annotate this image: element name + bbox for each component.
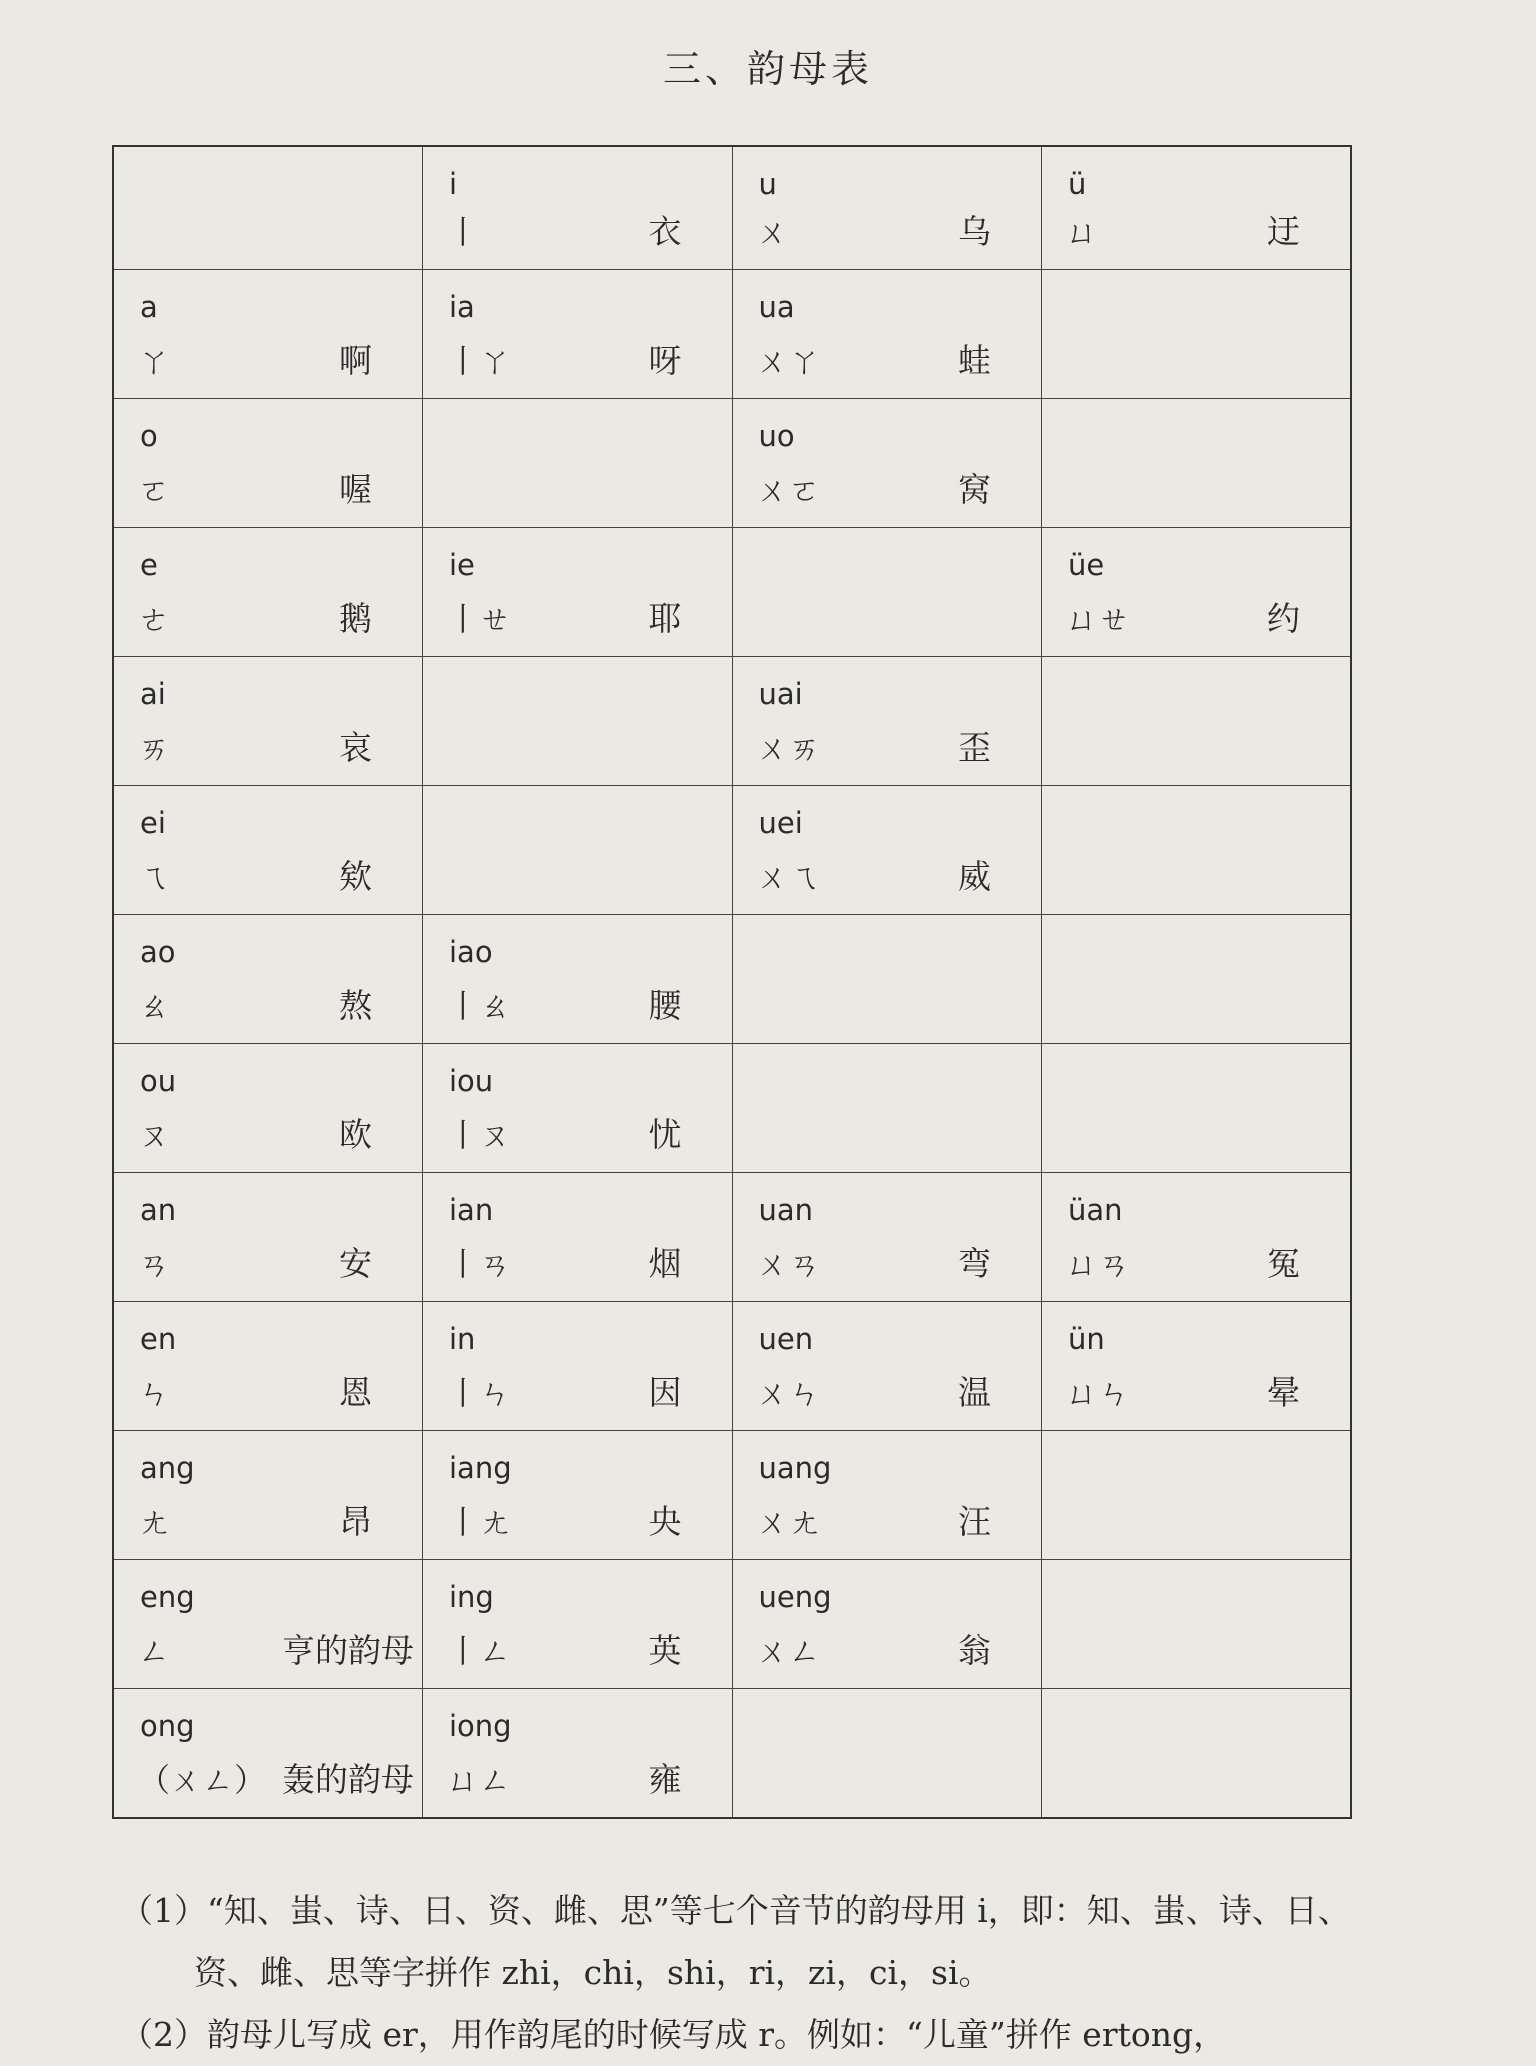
zhuyin-symbol: 丨ㄚ <box>447 342 512 380</box>
zhuyin-symbol: ㄨㄢ <box>756 1245 821 1283</box>
example-character: 央 <box>648 1502 682 1541</box>
pinyin-final: e <box>140 548 158 582</box>
pinyin-final: ao <box>140 935 176 969</box>
table-cell <box>1042 1044 1352 1173</box>
pinyin-final: uan <box>758 1193 814 1227</box>
example-character: 亨的韵母 <box>282 1631 414 1670</box>
pinyin-final: u <box>758 167 777 201</box>
table-cell <box>1042 528 1352 657</box>
table-cell <box>1042 657 1352 786</box>
finals-table <box>112 145 1352 1819</box>
footnote-1-continued: 资、雌、思等字拼作 zhi，chi，shi，ri，zi，ci，si。 <box>194 1953 992 1992</box>
example-character: 温 <box>958 1373 991 1412</box>
zhuyin-symbol: ㄩㄝ <box>1066 600 1131 638</box>
example-character: 烟 <box>648 1244 682 1283</box>
pinyin-final: üan <box>1068 1193 1123 1227</box>
table-row <box>113 786 1351 915</box>
zhuyin-symbol: ㄨㄞ <box>756 729 821 767</box>
table-cell <box>732 1560 1042 1689</box>
table-cell <box>423 657 733 786</box>
table-cell <box>1042 1560 1352 1689</box>
example-character: 哀 <box>339 728 372 767</box>
zhuyin-symbol: ㄤ <box>138 1503 171 1541</box>
zhuyin-symbol: ㄟ <box>138 858 171 896</box>
table-cell <box>1042 786 1352 915</box>
table-cell <box>1042 1173 1352 1302</box>
zhuyin-symbol: ㄠ <box>138 987 171 1025</box>
pinyin-final: an <box>140 1193 177 1227</box>
table-cell <box>113 1431 423 1560</box>
zhuyin-symbol: ㄡ <box>138 1116 171 1154</box>
pinyin-final: in <box>449 1322 476 1356</box>
pinyin-final: eng <box>140 1580 195 1614</box>
zhuyin-symbol: ㄨㄟ <box>756 858 821 896</box>
table-cell <box>423 786 733 915</box>
pinyin-final: ou <box>140 1064 177 1098</box>
table-cell <box>732 1431 1042 1560</box>
pinyin-final: iang <box>449 1451 512 1485</box>
table-row <box>113 1173 1351 1302</box>
table-cell <box>1042 399 1352 528</box>
pinyin-final: uei <box>758 806 803 840</box>
table-row <box>113 657 1351 786</box>
footnote-2: （2）韵母儿写成 er，用作韵尾的时候写成 r。例如：“儿童”拼作 ertong， <box>120 2015 1227 2054</box>
pinyin-final: uai <box>758 677 803 711</box>
table-cell <box>423 1560 733 1689</box>
zhuyin-symbol: 丨ㄡ <box>447 1116 512 1154</box>
example-character: 弯 <box>958 1244 991 1283</box>
page-title: 三、韵母表 <box>662 47 873 91</box>
table-row <box>113 1044 1351 1173</box>
zhuyin-symbol: ㄣ <box>138 1374 171 1412</box>
pinyin-final: ong <box>140 1709 195 1743</box>
table-row <box>113 1302 1351 1431</box>
table-cell <box>1042 1302 1352 1431</box>
zhuyin-symbol: ㄩㄥ <box>447 1761 512 1799</box>
table-cell <box>1042 270 1352 399</box>
pinyin-final: uang <box>758 1451 832 1485</box>
table-cell <box>423 1689 733 1819</box>
table-cell <box>732 1689 1042 1819</box>
table-cell <box>732 915 1042 1044</box>
table-cell <box>113 1302 423 1431</box>
zhuyin-symbol: ㄢ <box>138 1245 171 1283</box>
table-cell <box>423 270 733 399</box>
table-row <box>113 1560 1351 1689</box>
table-cell <box>1042 146 1352 270</box>
example-character: 腰 <box>648 986 682 1025</box>
example-character: 耶 <box>648 599 682 638</box>
example-character: 昂 <box>339 1502 372 1541</box>
example-character: 欧 <box>339 1115 372 1154</box>
zhuyin-symbol: ㄨㄥ <box>756 1632 821 1670</box>
table-cell <box>423 1431 733 1560</box>
zhuyin-symbol: ㄨㄣ <box>756 1374 821 1412</box>
table-row <box>113 1689 1351 1819</box>
table-cell <box>732 1173 1042 1302</box>
zhuyin-symbol: ㄨㄤ <box>756 1503 821 1541</box>
example-character: 轰的韵母 <box>282 1760 414 1799</box>
zhuyin-symbol: ㄜ <box>138 600 171 638</box>
table-cell <box>113 270 423 399</box>
example-character: 鹅 <box>339 599 372 638</box>
table-cell <box>113 1560 423 1689</box>
table-cell <box>423 915 733 1044</box>
example-character: 翁 <box>958 1631 991 1670</box>
pinyin-final: ua <box>758 290 795 324</box>
table-cell <box>1042 1431 1352 1560</box>
zhuyin-symbol: ㄨㄚ <box>756 342 821 380</box>
table-cell <box>113 1689 423 1819</box>
table-cell <box>423 146 733 270</box>
example-character: 恩 <box>339 1373 372 1412</box>
zhuyin-symbol: 丨ㄥ <box>447 1632 512 1670</box>
example-character: 啊 <box>339 341 372 380</box>
table-cell <box>113 528 423 657</box>
table-row <box>113 399 1351 528</box>
zhuyin-symbol: 丨 <box>447 213 480 251</box>
pinyin-final: ün <box>1068 1322 1105 1356</box>
table-cell <box>113 786 423 915</box>
table-cell <box>113 399 423 528</box>
example-character: 威 <box>958 857 991 896</box>
table-cell <box>423 1302 733 1431</box>
example-character: 呀 <box>648 341 682 380</box>
pinyin-final: ueng <box>758 1580 832 1614</box>
example-character: 衣 <box>648 212 682 251</box>
zhuyin-symbol: 丨ㄠ <box>447 987 512 1025</box>
zhuyin-symbol: ㄩㄢ <box>1066 1245 1131 1283</box>
table-row <box>113 1431 1351 1560</box>
pinyin-final: ian <box>449 1193 494 1227</box>
example-character: 熬 <box>339 986 372 1025</box>
example-character: 英 <box>648 1631 682 1670</box>
example-character: 安 <box>339 1244 372 1283</box>
example-character: 迂 <box>1267 212 1300 251</box>
example-character: 蛙 <box>958 341 991 380</box>
example-character: 忧 <box>648 1115 682 1154</box>
table-cell <box>113 1044 423 1173</box>
zhuyin-symbol: （ㄨㄥ） <box>138 1761 267 1799</box>
example-character: 雍 <box>648 1760 682 1799</box>
pinyin-final: ing <box>449 1580 494 1614</box>
table-cell <box>1042 915 1352 1044</box>
table-cell <box>732 1302 1042 1431</box>
table-cell <box>732 528 1042 657</box>
example-character: 冤 <box>1267 1244 1300 1283</box>
example-character: 窝 <box>958 470 991 509</box>
zhuyin-symbol: 丨ㄝ <box>447 600 512 638</box>
pinyin-final: ang <box>140 1451 195 1485</box>
pinyin-final: i <box>449 167 458 201</box>
example-character: 欸 <box>339 857 372 896</box>
table-cell <box>423 399 733 528</box>
zhuyin-symbol: ㄥ <box>138 1632 171 1670</box>
table-cell <box>113 146 423 270</box>
zhuyin-symbol: 丨ㄢ <box>447 1245 512 1283</box>
table-cell <box>113 915 423 1044</box>
pinyin-final: ü <box>1068 167 1087 201</box>
zhuyin-symbol: ㄩㄣ <box>1066 1374 1131 1412</box>
pinyin-final: iao <box>449 935 493 969</box>
pinyin-final: o <box>140 419 158 453</box>
zhuyin-symbol: ㄞ <box>138 729 171 767</box>
pinyin-final: en <box>140 1322 177 1356</box>
example-character: 晕 <box>1267 1373 1300 1412</box>
zhuyin-symbol: 丨ㄤ <box>447 1503 512 1541</box>
zhuyin-symbol: ㄩ <box>1066 213 1099 251</box>
table-cell <box>423 528 733 657</box>
table-row <box>113 270 1351 399</box>
zhuyin-symbol: ㄚ <box>138 342 171 380</box>
table-cell <box>113 1173 423 1302</box>
zhuyin-symbol: 丨ㄣ <box>447 1374 512 1412</box>
example-character: 因 <box>648 1373 682 1412</box>
pinyin-final: ia <box>449 290 475 324</box>
table-row <box>113 915 1351 1044</box>
pinyin-final: ei <box>140 806 166 840</box>
example-character: 歪 <box>958 728 991 767</box>
pinyin-final: uen <box>758 1322 814 1356</box>
table-cell <box>732 146 1042 270</box>
table-cell <box>732 399 1042 528</box>
table-cell <box>113 657 423 786</box>
table-cell <box>732 657 1042 786</box>
table-cell <box>732 786 1042 915</box>
pinyin-final: üe <box>1068 548 1105 582</box>
table-row <box>113 528 1351 657</box>
example-character: 约 <box>1267 599 1300 638</box>
pinyin-final: uo <box>758 419 795 453</box>
zhuyin-symbol: ㄨ <box>756 213 789 251</box>
table-header-row <box>113 146 1351 270</box>
footnotes <box>120 1880 1380 2066</box>
example-character: 汪 <box>958 1502 991 1541</box>
zhuyin-symbol: ㄛ <box>138 471 171 509</box>
pinyin-final: iong <box>449 1709 512 1743</box>
example-character: 喔 <box>339 470 372 509</box>
table-cell <box>423 1044 733 1173</box>
pinyin-final: ie <box>449 548 475 582</box>
table-cell <box>732 1044 1042 1173</box>
zhuyin-symbol: ㄨㄛ <box>756 471 821 509</box>
table-cell <box>1042 1689 1352 1819</box>
table-cell <box>732 270 1042 399</box>
pinyin-final: ai <box>140 677 166 711</box>
example-character: 乌 <box>958 212 991 251</box>
pinyin-final: a <box>140 290 158 324</box>
pinyin-final: iou <box>449 1064 494 1098</box>
table-cell <box>423 1173 733 1302</box>
footnote-1: （1）“知、蚩、诗、日、资、雌、思”等七个音节的韵母用 i，即：知、蚩、诗、日、 <box>120 1891 1351 1930</box>
